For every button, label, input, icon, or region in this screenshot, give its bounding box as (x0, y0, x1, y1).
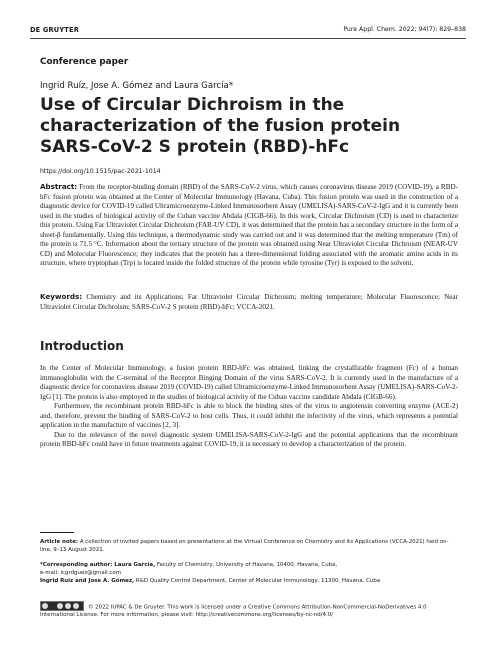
article-note-label: Article note: (40, 539, 79, 545)
keywords (40, 292, 458, 312)
abstract (40, 182, 458, 269)
publisher-name: DE GRUYTER (30, 26, 79, 34)
corresponding-author (40, 562, 460, 570)
abstract-text: From the receptor-binding domain (RBD) of the SARS-CoV-2 virus, which causes coronavirus disease 2019 (COVID-19), a RBD-hFc fusion protein was obtained at the Center of Molecular Immunology (Havana, Cuba). This fusion protein was used in the construction of a diagnostic device for COVID-19 called Ultramicroenzyme-Linked Immunosorbent Assay (UMELISA)-SARS-CoV-2-IgG and it is currently been used in the studies of biological activity of the Cuban vaccine Abdala (CIGB-66). In this work, Circular Dichroism (CD) is used to characterize this protein. Using Far Ultraviolet Circular Dichroism (FAR-UV CD), it was determined that the protein has a secondary structure in the form of a sheet-β fundamentally. Using this technique, a thermodynamic study was carried out and it was determined that the melting temperature (Tm) of the protein is 71.5 °C. Information about the tertiary structure of the protein was obtained using Near Ultraviolet Circular Dichroism (NEAR-UV CD) and Molecular Fluorescence; they indicates that the protein has a three-dimensional folding associated with the aromatic amino acids in its structure, where tryptophan (Trp) is located inside the folded structure of the protein while tyrosine (Tyr) is exposed to the solvent. (40, 183, 458, 268)
intro-paragraph-2: Furthermore, the recombinant protein RBD-hFc is able to block the binding sites of the virus to angiotensin converting enzyme (ACE-2) and, therefore, prevent the binding of SARS-CoV-2 to host cells. Thus, it could inhibit the infectivity of the virus, which represents a potential application in the manufacture of vaccines [2, 3]. (40, 402, 458, 430)
keywords-text: Chemistry and its Applications; Far Ultraviolet Circular Dichroism; melting temperature; Molecular Fluorescence; Near Ultraviolet Circular Dichroism; SARS-CoV-2 S protein (RBD)-hFc; VCCA-2021. (40, 293, 458, 311)
paper-title: Use of Circular Dichroism in the characterization of the fusion protein SARS-CoV-2 S protein (RBD)-hFc (40, 95, 401, 157)
corresponding-author-label: *Corresponding author: Laura García, (40, 561, 156, 568)
license-notice (40, 602, 460, 620)
corresponding-author-affiliation: Faculty of Chemistry, University of Havana, 10400, Havana, Cuba, (156, 561, 338, 568)
doi-link[interactable]: https://doi.org/10.1515/pac-2021-1014 (40, 168, 161, 175)
footnotes (40, 539, 460, 586)
article-note (40, 539, 460, 555)
license-line-2: International License. For more information, please visit: http://creativecommons.org/licenses/by-nc-nd/4.0/ (40, 612, 334, 619)
license-line-1 (40, 602, 460, 612)
coauthors-affiliation: R&D Quality Control Department, Center of Molecular Immunology, 11300, Havana, Cuba (135, 577, 381, 584)
intro-paragraph-3: Due to the relevance of the novel diagnostic system UMELISA-SARS-CoV-2-IgG and the potential applications that the recombinant protein RBD-hFc could have in future treatments against COVID-19, it is necessary to develop a characterization of the protein. (40, 430, 458, 449)
license-text-1: © 2022 IUPAC & De Gruyter. This work is licensed under a Creative Commons Attribution-NonCommercial-NoDerivatives 4.0 (88, 604, 427, 611)
article-note-text: A collection of invited papers based on presentations at the Virtual Conference on Chemistry and its Applications (VCCA-2021) held on-line, 9–13 August 2021. (40, 539, 449, 553)
section-heading-introduction: Introduction (40, 339, 124, 353)
intro-paragraph-1: In the Center of Molecular Immunology, a fusion protein RBD-hFc was obtained, linking the crystallizable fragment (Fc) of a human immunoglobulin with the C-terminal of the Receptor Binging Domain of the virus SARS-CoV-2. It is currently used in the manufacture of a diagnostic device for coronavirus disease 2019 (COVID-19) called Ultramicroenzyme-Linked Immunosorbent Assay (UMELISA)-SARS-CoV-2-IgG [1]. The protein is also employed in the studies of biological activity of the Cuban vaccine candidate Abdala (CIGB-66). (40, 364, 458, 401)
author-list: Ingrid Ruíz, Jose A. Gómez and Laura García* (40, 81, 234, 91)
keywords-label: Keywords: (40, 292, 83, 301)
coauthors-label: Ingrid Ruiz and Jose A. Gómez, (40, 577, 135, 584)
header-divider (30, 38, 466, 39)
coauthors (40, 578, 460, 586)
paper-type: Conference paper (40, 57, 129, 67)
journal-citation: Pure Appl. Chem. 2022; 94(7): 829–838 (343, 26, 466, 33)
cc-license-icon[interactable] (40, 601, 84, 611)
corresponding-email[interactable]: e-mail: lcgrdguez@gmail.com (40, 569, 122, 576)
introduction-body (40, 364, 458, 450)
abstract-label: Abstract: (40, 182, 78, 191)
footnote-divider (40, 532, 74, 533)
